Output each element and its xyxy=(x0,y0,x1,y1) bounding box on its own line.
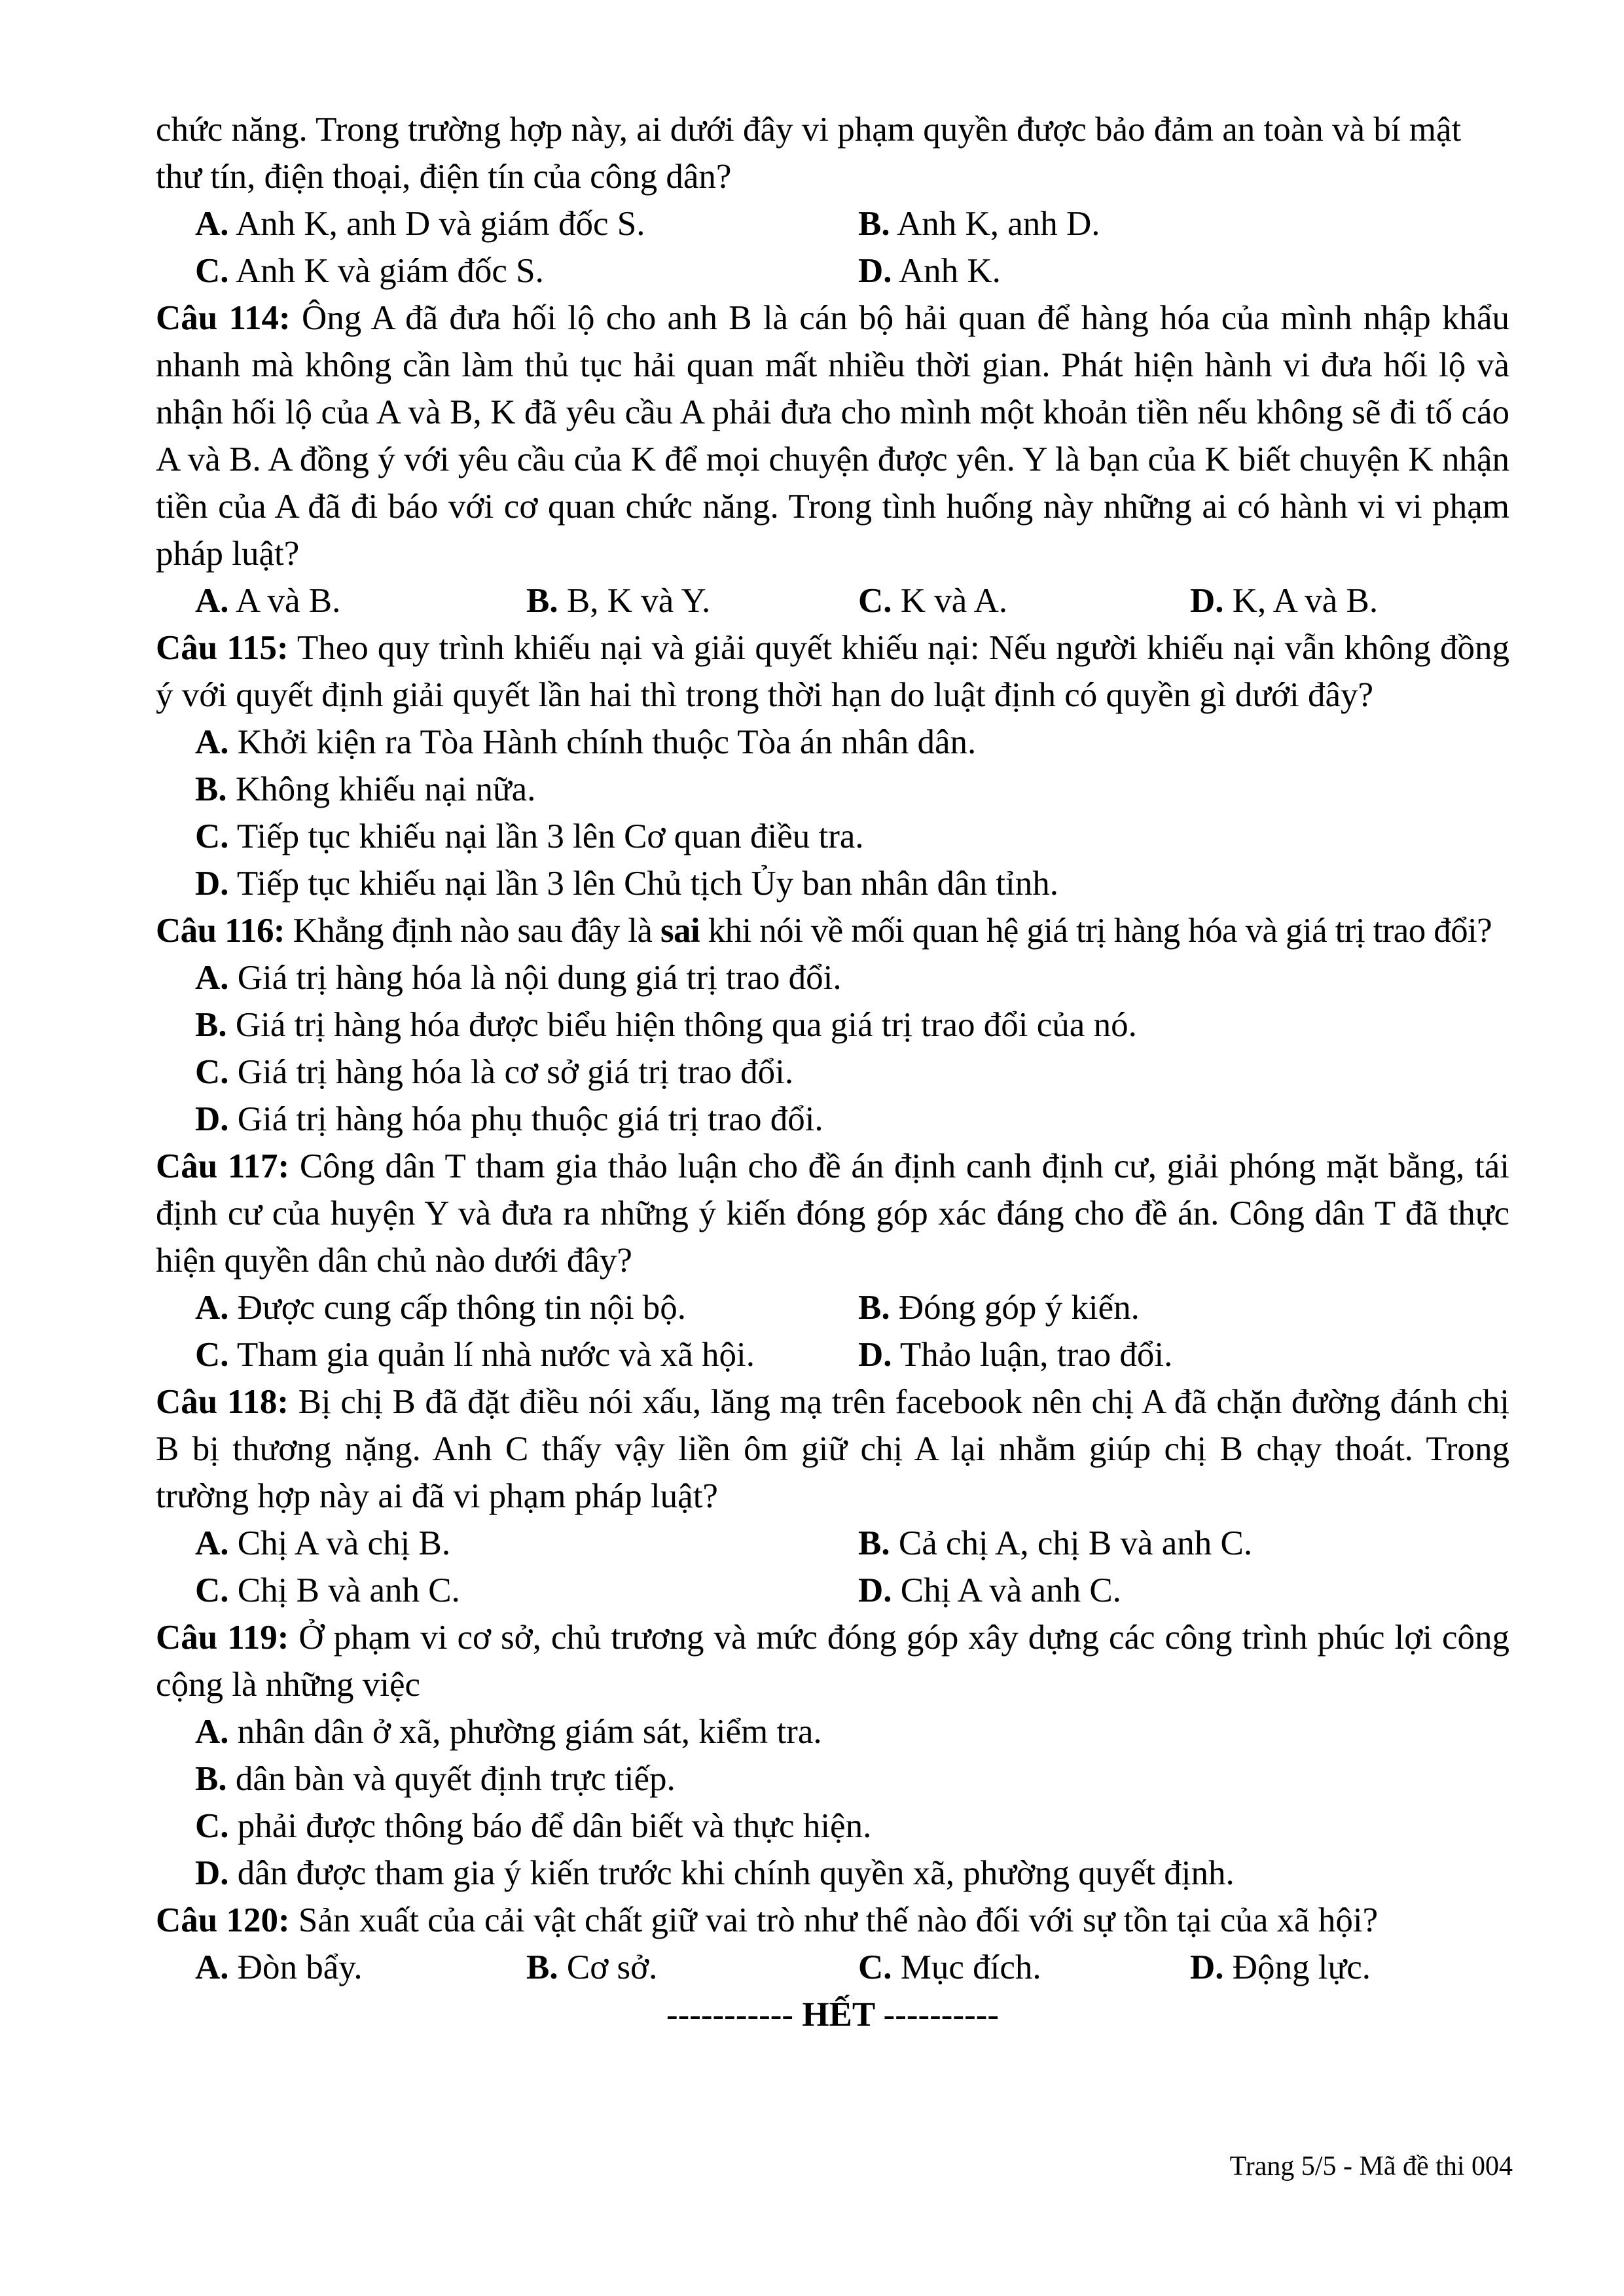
options-row xyxy=(156,1567,1509,1614)
option-a: A. Giá trị hàng hóa là nội dung giá trị trao đổi. xyxy=(195,959,842,997)
question-113-continuation xyxy=(156,106,1509,295)
question-118 xyxy=(156,1378,1509,1614)
options-row xyxy=(156,247,1509,295)
question-stem: Câu 116: Khẳng định nào sau đây là sai khi nói về mối quan hệ giá trị hàng hóa và giá trị trao đổi? xyxy=(156,912,1492,950)
option-c: C. Tiếp tục khiếu nại lần 3 lên Cơ quan điều tra. xyxy=(195,817,864,855)
options-row xyxy=(156,813,1509,860)
question-117 xyxy=(156,1143,1509,1378)
option-b: B. Cơ sở. xyxy=(526,1948,658,1986)
question-text: Bị chị B đã đặt điều nói xấu, lăng mạ trên facebook nên chị A đã chặn đường đánh chị B bị thương nặng. Anh C thấy vậy liền ôm giữ chị A lại nhằm giúp chị B chạy thoát. Trong trường hợp này ai đã vi phạm pháp luật? xyxy=(156,1383,1509,1515)
option-b: B. Anh K, anh D. xyxy=(858,205,1100,243)
options-row xyxy=(156,719,1509,766)
question-number: Câu 119: xyxy=(156,1619,289,1657)
option-d: D. Chị A và anh C. xyxy=(858,1571,1121,1609)
end-mark: ----------- HẾT ---------- xyxy=(666,1996,1000,2034)
option-a: A. Được cung cấp thông tin nội bộ. xyxy=(195,1289,687,1327)
options-row xyxy=(156,1096,1509,1143)
options-row xyxy=(156,1520,1509,1567)
options-row xyxy=(156,1331,1509,1378)
options-row xyxy=(156,1755,1509,1803)
option-b: B. Đóng góp ý kiến. xyxy=(858,1289,1140,1327)
options-row xyxy=(156,200,1509,247)
emphasis-word: sai xyxy=(660,912,700,950)
option-a: A. A và B. xyxy=(195,582,341,620)
exam-content xyxy=(156,106,1509,2038)
option-a: A. Anh K, anh D và giám đốc S. xyxy=(195,205,645,243)
option-c: C. Anh K và giám đốc S. xyxy=(195,252,544,290)
option-a: A. Chị A và chị B. xyxy=(195,1524,451,1562)
option-b: B. Không khiếu nại nữa. xyxy=(195,770,536,808)
question-115 xyxy=(156,624,1509,907)
option-a: A. Đòn bẩy. xyxy=(195,1948,363,1986)
question-number: Câu 115: xyxy=(156,629,289,667)
options-row xyxy=(156,1850,1509,1897)
options-row xyxy=(156,1708,1509,1755)
question-text-line: chức năng. Trong trường hợp này, ai dưới đây vi phạm quyền được bảo đảm an toàn và bí mật xyxy=(156,111,1462,149)
question-stem xyxy=(156,1378,1509,1520)
question-text: Ông A đã đưa hối lộ cho anh B là cán bộ hải quan để hàng hóa của mình nhập khẩu nhanh mà không cần làm thủ tục hải quan mất nhiều thời gian. Phát hiện hành vi đưa hối lộ và nhận hối lộ của A và B, K đã yêu cầu A phải đưa cho mình một khoản tiền nếu không sẽ đi tố cáo A và B. A đồng ý với yêu cầu của K để mọi chuyện được yên. Y là bạn của K biết chuyện K nhận tiền của A đã đi báo với cơ quan chức năng. Trong tình huống này những ai có hành vi vi phạm pháp luật? xyxy=(156,299,1510,573)
question-114 xyxy=(156,295,1509,624)
question-119 xyxy=(156,1614,1509,1897)
question-number: Câu 118: xyxy=(156,1383,289,1421)
question-stem xyxy=(156,624,1509,719)
option-a: A. nhân dân ở xã, phường giám sát, kiểm tra. xyxy=(195,1713,822,1751)
option-d: D. Thảo luận, trao đổi. xyxy=(858,1336,1173,1374)
options-row xyxy=(156,860,1509,907)
options-row xyxy=(156,766,1509,813)
question-stem xyxy=(156,1897,1509,1944)
question-number: Câu 114: xyxy=(156,299,291,337)
option-b: B. dân bàn và quyết định trực tiếp. xyxy=(195,1760,676,1798)
option-b: B. Cả chị A, chị B và anh C. xyxy=(858,1524,1253,1562)
option-c: C. Mục đích. xyxy=(858,1948,1041,1986)
option-c: C. Giá trị hàng hóa là cơ sở giá trị trao đổi. xyxy=(195,1053,794,1091)
options-row xyxy=(156,954,1509,1001)
page-footer: Trang 5/5 - Mã đề thi 004 xyxy=(1229,2151,1513,2181)
question-text: Sản xuất của cải vật chất giữ vai trò như thế nào đối với sự tồn tại của xã hội? xyxy=(298,1901,1379,1939)
question-stem xyxy=(156,1143,1509,1284)
question-stem xyxy=(156,295,1509,577)
options-row xyxy=(156,1001,1509,1049)
option-c: C. Chị B và anh C. xyxy=(195,1571,460,1609)
question-text-line: thư tín, điện thoại, điện tín của công dân? xyxy=(156,158,732,196)
question-number: Câu 120: xyxy=(156,1901,290,1939)
option-c: C. Tham gia quản lí nhà nước và xã hội. xyxy=(195,1336,755,1374)
question-number: Câu 116: xyxy=(156,912,285,950)
option-d: D. Giá trị hàng hóa phụ thuộc giá trị trao đổi. xyxy=(195,1100,823,1138)
question-number: Câu 117: xyxy=(156,1147,290,1185)
question-stem xyxy=(156,1614,1509,1708)
option-c: C. K và A. xyxy=(858,582,1008,620)
option-d: D. Anh K. xyxy=(858,252,1001,290)
option-d: D. K, A và B. xyxy=(1190,582,1379,620)
question-116 xyxy=(156,907,1509,1143)
option-a: A. Khởi kiện ra Tòa Hành chính thuộc Tòa án nhân dân. xyxy=(195,723,977,761)
question-text: Theo quy trình khiếu nại và giải quyết khiếu nại: Nếu người khiếu nại vẫn không đồng ý với quyết định giải quyết lần hai thì trong thời hạn do luật định có quyền gì dưới đây? xyxy=(156,629,1510,714)
question-120 xyxy=(156,1897,1509,1991)
option-b: B. Giá trị hàng hóa được biểu hiện thông qua giá trị trao đổi của nó. xyxy=(195,1006,1137,1044)
question-text: Công dân T tham gia thảo luận cho đề án định canh định cư, giải phóng mặt bằng, tái định cư của huyện Y và đưa ra những ý kiến đóng góp xác đáng cho đề án. Công dân T đã thực hiện quyền dân chủ nào dưới đây? xyxy=(156,1147,1510,1280)
options-row xyxy=(156,1803,1509,1850)
option-c: C. phải được thông báo để dân biết và thực hiện. xyxy=(195,1807,872,1845)
option-b: B. B, K và Y. xyxy=(526,582,711,620)
question-text: Ở phạm vi cơ sở, chủ trương và mức đóng góp xây dựng các công trình phúc lợi công cộng là những việc xyxy=(156,1619,1509,1704)
option-d: D. dân được tham gia ý kiến trước khi chính quyền xã, phường quyết định. xyxy=(195,1854,1235,1892)
option-d: D. Tiếp tục khiếu nại lần 3 lên Chủ tịch Ủy ban nhân dân tỉnh. xyxy=(195,865,1058,903)
options-row xyxy=(156,1284,1509,1331)
options-row xyxy=(156,577,1509,624)
options-row xyxy=(156,1049,1509,1096)
option-d: D. Động lực. xyxy=(1190,1948,1371,1986)
options-row xyxy=(156,1944,1509,1991)
